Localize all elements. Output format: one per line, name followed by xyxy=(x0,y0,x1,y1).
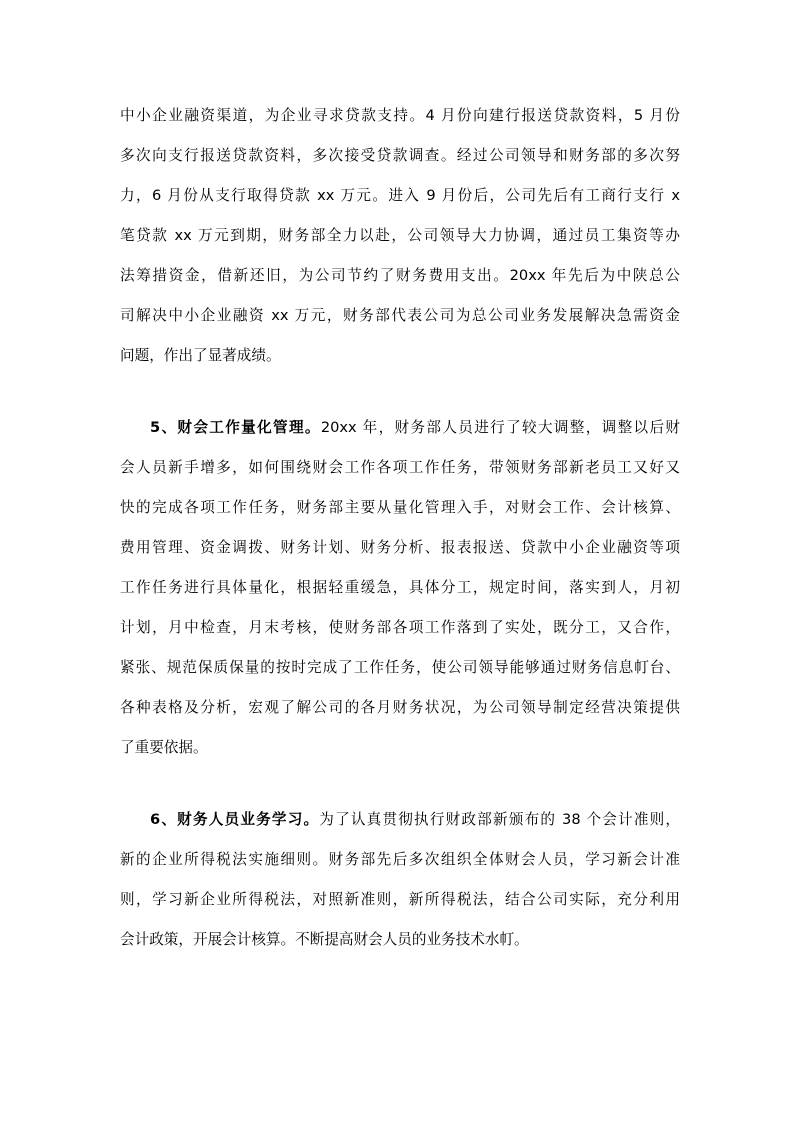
paragraph-line: 中小企业融资渠道，为企业寻求贷款支持。4 月份向建行报送贷款资料，5 月份 xyxy=(120,107,680,124)
paragraph-line: 快的完成各项工作任务，财务部主要从量化管理入手，对财会工作、会计核算、 xyxy=(120,499,680,516)
paragraph-line: 会人员新手增多，如何围绕财会工作各项工作任务，带领财务部新老员工又好又 xyxy=(120,459,680,476)
paragraph-line: 新的企业所得税法实施细则。财务部先后多次组织全体财会人员，学习新会计准 xyxy=(120,851,680,868)
section-heading: 5、财会工作量化管理。 xyxy=(150,419,321,436)
paragraph-line: 力，6 月份从支行取得贷款 xx 万元。进入 9 月份后，公司先后有工商行支行 x xyxy=(120,187,680,204)
paragraph-line: 法筹措资金，借新还旧，为公司节约了财务费用支出。20xx 年先后为中陕总公 xyxy=(120,267,680,284)
paragraph-line: 各种表格及分析，宏观了解公司的各月财务状况，为公司领导制定经营决策提供 xyxy=(120,699,680,716)
paragraph-first-line xyxy=(150,808,680,832)
section-heading: 6、财务人员业务学习。 xyxy=(150,811,320,828)
paragraph-line: 司解决中小企业融资 xx 万元，财务部代表公司为总公司业务发展解决急需资金 xyxy=(120,307,680,324)
paragraph-line: 多次向支行报送贷款资料，多次接受贷款调查。经过公司领导和财务部的多次努 xyxy=(120,147,680,164)
paragraph-line: 了重要依据。 xyxy=(120,739,208,756)
paragraph-text: 为了认真贯彻执行财政部新颁布的 38 个会计准则， xyxy=(319,811,681,828)
paragraph-line: 则，学习新企业所得税法，对照新准则，新所得税法，结合公司实际，充分利用 xyxy=(120,891,680,908)
paragraph-line: 会计政策，开展会计核算。不断提高财会人员的业务技术水帄。 xyxy=(120,931,529,948)
paragraph-line: 紧张、规范保质保量的按时完成了工作任务，使公司领导能够通过财务信息帄台、 xyxy=(120,659,680,676)
paragraph-text: 20xx 年，财务部人员进行了较大调整，调整以后财 xyxy=(320,419,681,436)
paragraph-line: 费用管理、资金调拨、财务计划、财务分析、报表报送、贷款中小企业融资等项 xyxy=(120,539,680,556)
paragraph-line: 工作任务进行具体量化，根据轻重缓急，具体分工，规定时间，落实到人，月初 xyxy=(120,579,680,596)
paragraph-line: 笔贷款 xx 万元到期，财务部全力以赴，公司领导大力协调，通过员工集资等办 xyxy=(120,227,680,244)
paragraph-line: 计划，月中检查，月末考核，使财务部各项工作落到了实处，既分工，又合作， xyxy=(120,619,680,636)
paragraph-first-line xyxy=(150,416,680,440)
paragraph-line: 问题，作出了显著成绩。 xyxy=(120,347,281,364)
